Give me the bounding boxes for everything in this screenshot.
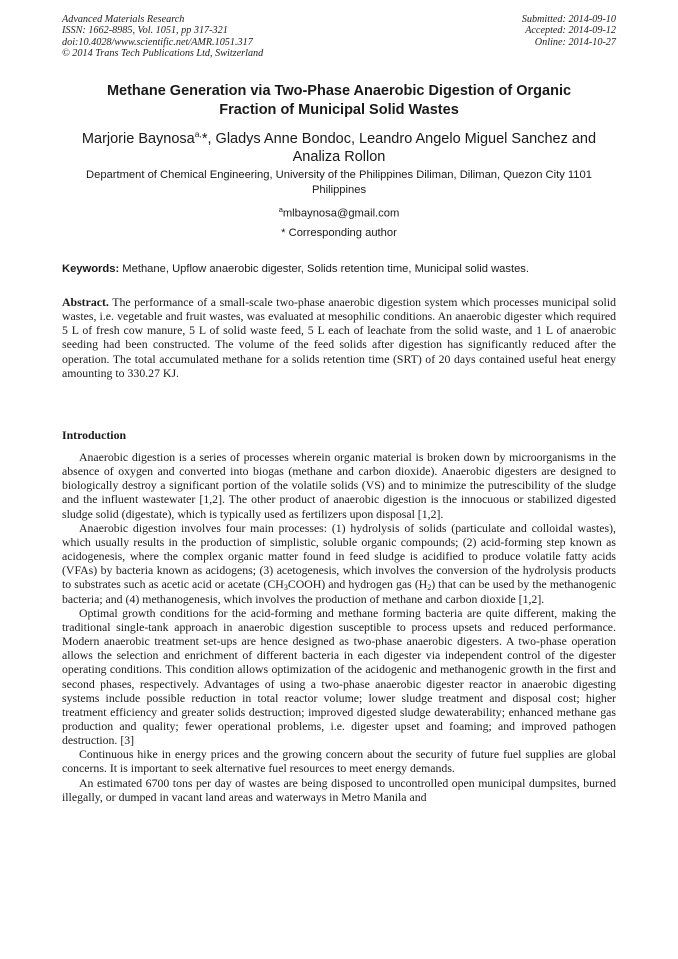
copyright: © 2014 Trans Tech Publications Ltd, Switzerland	[62, 47, 264, 59]
abstract-text: The performance of a small-scale two-phase anaerobic digestion system which processes municipal solid wastes, i.e. vegetable and fruit wastes, was evaluated at mesophilic conditions. An anaerobic digester which required 5 L of fresh cow manure, 5 L of solid waste feed, 5 L each of leachate from the solid waste, and 1 L of anaerobic seeding had been constructed. The volume of the feed solids after digestion has significantly reduced after the operation. The total accumulated methane for a solids retention time (SRT) of 20 days contained useful heat energy amounting to 330.27 KJ.	[62, 295, 616, 380]
other-authors: , Gladys Anne Bondoc, Leandro Angelo Miguel Sanchez and Analiza Rollon	[207, 130, 597, 166]
introduction-body	[62, 450, 616, 804]
online-date: Online: 2014-10-27	[534, 36, 616, 48]
accepted-date: Accepted: 2014-09-12	[525, 25, 616, 37]
email-affil-mark: a	[278, 205, 283, 214]
p2-subscript-1: 3	[283, 583, 288, 593]
introduction-heading: Introduction	[62, 428, 127, 442]
p2-text-c: ) that can be used by the methanogenic bacteria; and (4) methanogenesis, which involves the production of methane and carbon dioxide [1,2].	[62, 577, 616, 606]
keywords-text: Methane, Upflow anaerobic digester, Solids retention time, Municipal solid wastes.	[119, 263, 529, 275]
title-line-2: Fraction of Municipal Solid Wastes	[219, 101, 459, 118]
intro-paragraph-4: Continuous hike in energy prices and the growing concern about the security of future fuel supplies are global concerns. It is important to seek alternative fuel resources to meet energy demands.	[62, 747, 616, 776]
p2-text-a: Anaerobic digestion involves four main processes: (1) hydrolysis of solids (particulate and colloidal wastes), which usually results in the production of simplistic, soluble organic compounds; (2) acid-forming step known as acidogenesis, where the complex organic matter found in feed sludge is acidified to produce volatile fatty acids (VFAs) by bacteria known as acidogens; (3) acetogenesis, which involves the conversion of the hydrolysis products to substrates such as acetic acid or acetate (CH	[62, 520, 616, 592]
issn-volume: ISSN: 1662-8985, Vol. 1051, pp 317-321	[62, 25, 228, 37]
intro-paragraph-5: An estimated 6700 tons per day of wastes are being disposed to uncontrolled open municipal dumpsites, burned illegally, or dumped in vacant land areas and waterways in Metro Manila and	[62, 775, 616, 804]
email-address: mlbaynosa@gmail.com	[282, 207, 400, 220]
first-author-affil-mark: a,	[194, 129, 202, 139]
submitted-date: Submitted: 2014-09-10	[521, 14, 616, 25]
intro-paragraph-2	[62, 521, 616, 606]
title-line-1: Methane Generation via Two-Phase Anaerobic Digestion of Organic	[106, 83, 572, 99]
abstract	[62, 295, 616, 380]
abstract-label: Abstract.	[62, 295, 109, 309]
affiliation: Department of Chemical Engineering, University of the Philippines Diliman, Diliman, Quezon City 1101 Philippines	[86, 169, 592, 196]
intro-paragraph-1: Anaerobic digestion is a series of processes wherein organic material is broken down by microorganisms in the absence of oxygen and converted into biogas (methane and carbon dioxide). Anaerobic digesters are designed to biologically destroy a significant portion of the volatile solids (VS) and to minimize the putrescibility of the sludge and the influent wastewater [1,2]. The other product of anaerobic digestion is the innocuous or stabilized digested sludge solid (digestate), which is typically used as fertilizers upon disposal [1,2].	[62, 450, 616, 521]
first-author: Marjorie Baynosa	[81, 130, 195, 147]
keywords	[62, 262, 616, 276]
author-list	[62, 125, 616, 167]
p2-subscript-2: 2	[427, 583, 432, 593]
journal-name: Advanced Materials Research	[62, 14, 185, 25]
doi: doi:10.4028/www.scientific.net/AMR.1051.317	[62, 36, 253, 48]
keywords-label: Keywords:	[62, 263, 120, 275]
intro-paragraph-3: Optimal growth conditions for the acid-forming and methane forming bacteria are quite different, making the traditional single-tank approach in anaerobic digestion susceptible to process upsets and reduced performance. Modern anaerobic treatment set-ups are hence designed as two-phase anaerobic digesters. A two-phase operation allows the selection and enrichment of different bacteria in each digester via independent control of the digester operating conditions. This condition allows optimization of the acidogenic and methanogenic growth in the first and second phases, respectively. Advantages of using a two-phase anaerobic digester reactor in anaerobic digesting systems include possible reduction in total reactor volume; lower sludge treatment and disposal cost; higher treatment efficiency and greater solids destruction; improved digested sludge dewaterability; enhanced methane gas production and quality; fewer operational problems, i.e. digester upset and foaming; and improved pathogen destruction. [3]	[62, 605, 616, 748]
paper-title	[62, 82, 616, 119]
author-email	[62, 203, 616, 221]
publication-dates	[522, 14, 616, 48]
p2-text-b: COOH) and hydrogen gas (H	[287, 577, 428, 592]
corresponding-mark: *	[201, 130, 208, 147]
corresponding-author-note: * Corresponding author	[281, 227, 397, 239]
journal-info	[62, 14, 263, 59]
